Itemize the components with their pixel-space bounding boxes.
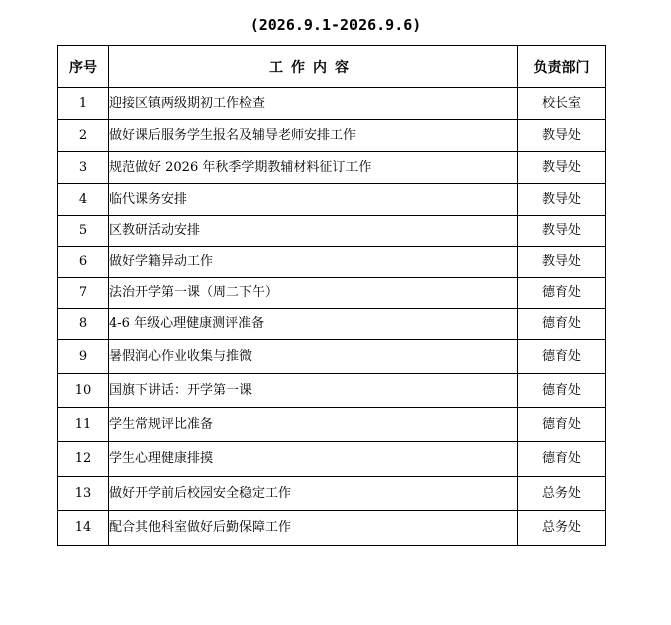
row-dept: 教导处 [518,152,606,184]
table-row [58,278,606,309]
work-schedule-table [57,45,606,546]
row-number: 11 [58,408,109,442]
row-task: 4-6 年级心理健康测评准备 [109,309,518,340]
row-task: 做好课后服务学生报名及辅导老师安排工作 [109,120,518,152]
row-task: 法治开学第一课（周二下午） [109,278,518,309]
table-row [58,120,606,152]
table-row [58,511,606,546]
row-dept: 德育处 [518,340,606,374]
row-task: 迎接区镇两级期初工作检查 [109,88,518,120]
table-row [58,309,606,340]
row-dept: 总务处 [518,477,606,511]
row-dept: 德育处 [518,309,606,340]
row-number: 9 [58,340,109,374]
row-number: 13 [58,477,109,511]
row-task: 临代课务安排 [109,184,518,216]
table-row [58,247,606,278]
table-row [58,152,606,184]
row-number: 12 [58,442,109,477]
table-row [58,340,606,374]
date-range-title: (2026.9.1-2026.9.6) [249,16,422,34]
row-number: 3 [58,152,109,184]
row-dept: 教导处 [518,184,606,216]
row-number: 4 [58,184,109,216]
row-task: 配合其他科室做好后勤保障工作 [109,511,518,546]
row-number: 1 [58,88,109,120]
row-task: 学生心理健康排摸 [109,442,518,477]
row-task: 暑假润心作业收集与推微 [109,340,518,374]
row-task: 做好开学前后校园安全稳定工作 [109,477,518,511]
row-number: 6 [58,247,109,278]
row-task: 国旗下讲话：开学第一课 [109,374,518,408]
table-row [58,477,606,511]
row-number: 8 [58,309,109,340]
row-task: 规范做好 2026 年秋季学期教辅材料征订工作 [109,152,518,184]
table-row [58,88,606,120]
row-number: 2 [58,120,109,152]
row-task: 区教研活动安排 [109,216,518,247]
row-number: 7 [58,278,109,309]
row-number: 5 [58,216,109,247]
row-task: 学生常规评比准备 [109,408,518,442]
column-header-task [109,46,518,88]
row-dept: 校长室 [518,88,606,120]
row-dept: 教导处 [518,247,606,278]
column-header-no: 序号 [58,46,109,88]
row-dept: 德育处 [518,374,606,408]
row-dept: 教导处 [518,216,606,247]
row-dept: 德育处 [518,278,606,309]
table-row [58,374,606,408]
table-row [58,408,606,442]
row-dept: 德育处 [518,408,606,442]
table-row [58,216,606,247]
column-header-task-label: 工作内容 [269,59,357,76]
row-task: 做好学籍异动工作 [109,247,518,278]
column-header-dept: 负责部门 [518,46,606,88]
table-row [58,442,606,477]
row-number: 10 [58,374,109,408]
row-dept: 教导处 [518,120,606,152]
row-dept: 德育处 [518,442,606,477]
row-dept: 总务处 [518,511,606,546]
table-header-row [58,46,606,88]
row-number: 14 [58,511,109,546]
table-row [58,184,606,216]
